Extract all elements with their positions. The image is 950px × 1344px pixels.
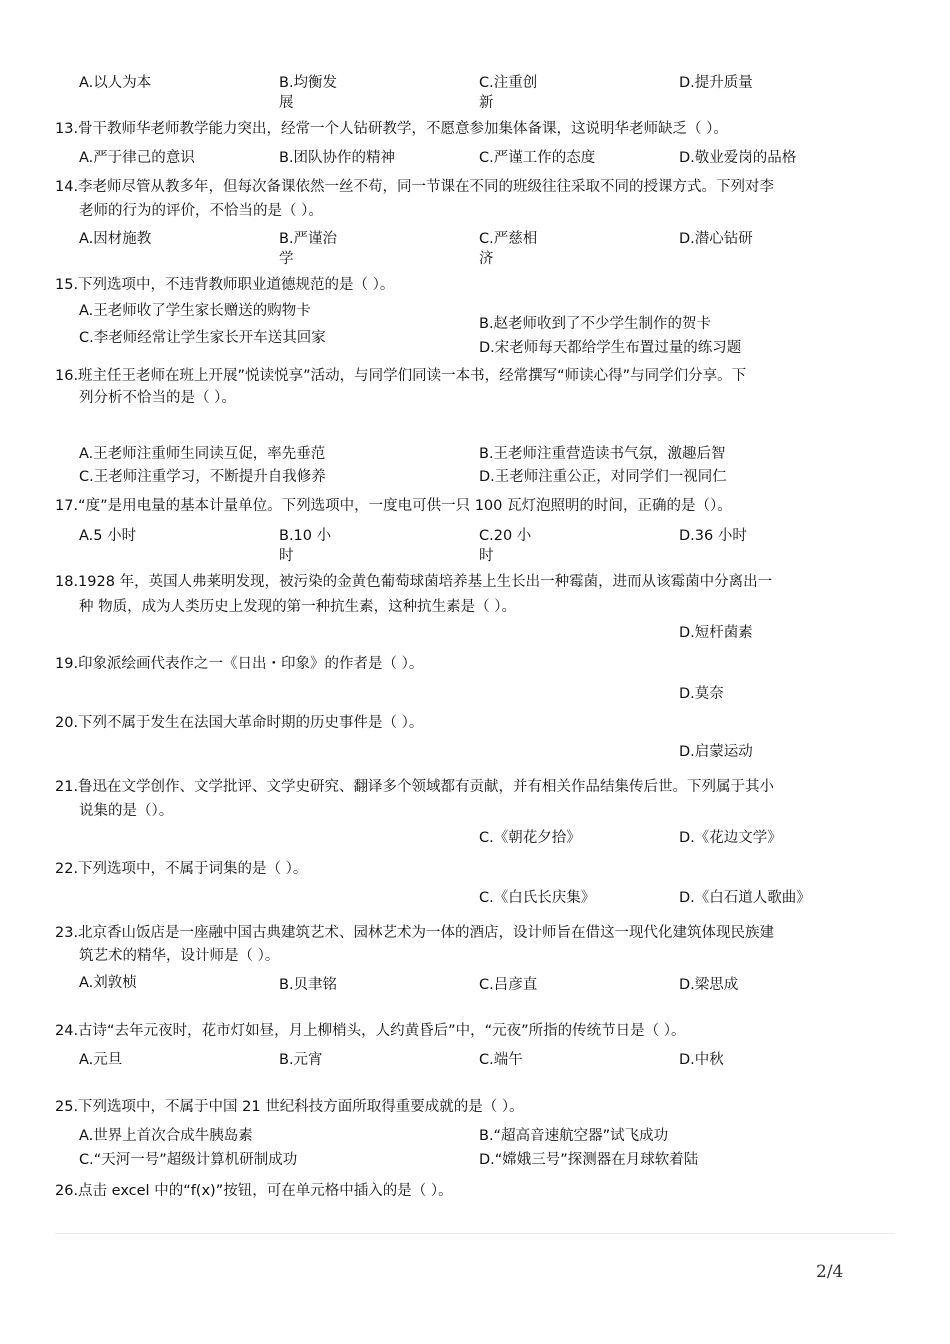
q25-stem: 25.下列选项中，不属于中国 21 世纪科技方面所取得重要成就的是（ ）。 xyxy=(55,1099,524,1115)
q20-option-d: D.启蒙运动 xyxy=(679,744,753,760)
footer-divider xyxy=(55,1233,895,1234)
q16-stem-line1: 16.班主任王老师在班上开展”悦读悦享”活动，与同学们同读一本书，经常撰写“师读心得”与同学们分享。下 xyxy=(55,368,747,384)
q19-stem: 19.印象派绘画代表作之一《日出・印象》的作者是（ ）。 xyxy=(55,656,424,672)
q20-stem: 20.下列不属于发生在法国大革命时期的历史事件是（ ）。 xyxy=(55,715,424,731)
q21-option-d: D.《花边文学》 xyxy=(679,830,782,846)
q12-option-b: B.均衡发展 xyxy=(279,75,338,111)
q17-option-d: D.36 小时 xyxy=(679,528,747,544)
q21-stem-line2: 说集的是（）。 xyxy=(79,803,174,819)
q17-stem: 17.“度”是用电量的基本计量单位。下列选项中，一度电可供一只 100 瓦灯泡照明的时间，正确的是（）。 xyxy=(55,498,732,514)
q15-stem: 15.下列选项中，不违背教师职业道德规范的是（ ）。 xyxy=(55,277,395,293)
q14-stem-line1: 14.李老师尽管从教多年，但每次备课依然一丝不苟，同一节课在不同的班级往往采取不同的授课方式。下列对李 xyxy=(55,179,775,195)
q13-stem: 13.骨干教师华老师教学能力突出，经常一个人钻研教学，不愿意参加集体备课，这说明华老师缺乏（ ）。 xyxy=(55,121,728,137)
q26-stem: 26.点击 excel 中的“f(x)”按钮，可在单元格中插入的是（ ）。 xyxy=(55,1183,453,1199)
q14-option-d: D.潜心钻研 xyxy=(679,231,753,247)
q23-option-b: B.贝聿铭 xyxy=(279,977,338,993)
page-number: 2/4 xyxy=(816,1262,844,1282)
q16-option-b: B.王老师注重营造读书气氛，激趣后智 xyxy=(479,446,726,462)
q16-option-a: A.王老师注重师生同读互促，率先垂范 xyxy=(79,446,326,462)
q14-option-a: A.因材施教 xyxy=(79,231,152,247)
q23-option-d: D.梁思成 xyxy=(679,977,739,993)
q15-option-a: A.王老师收了学生家长赠送的购物卡 xyxy=(79,303,311,319)
q23-option-c: C.吕彦直 xyxy=(479,977,538,993)
q25-option-c: C.“天河一号”超级计算机研制成功 xyxy=(79,1152,298,1168)
q14-option-b: B.严谨治学 xyxy=(279,231,338,267)
q21-stem-line1: 21.鲁迅在文学创作、文学批评、文学史研究、翻译多个领域都有贡献，并有相关作品结集传后世。下列属于其小 xyxy=(55,779,775,795)
q21-option-c: C.《朝花夕拾》 xyxy=(479,830,581,846)
q13-option-c: C.严谨工作的态度 xyxy=(479,150,596,166)
q18-option-d: D.短杆菌素 xyxy=(679,625,753,641)
q13-option-b: B.团队协作的精神 xyxy=(279,150,396,166)
q19-option-d: D.莫奈 xyxy=(679,686,724,702)
q12-option-c: C.注重创新 xyxy=(479,75,538,111)
q17-option-c: C.20 小时 xyxy=(479,528,532,564)
q22-option-d: D.《白石道人歌曲》 xyxy=(679,890,811,906)
q16-option-d: D.王老师注重公正，对同学们一视同仁 xyxy=(479,469,727,485)
q18-stem-line2: 种 物质，成为人类历史上发现的第一种抗生素，这种抗生素是（ ）。 xyxy=(79,599,516,615)
q16-option-c: C.王老师注重学习，不断提升自我修养 xyxy=(79,469,326,485)
q24-option-d: D.中秋 xyxy=(679,1052,724,1068)
q23-stem-line2: 筑艺术的精华，设计师是（ ）。 xyxy=(79,948,280,964)
q24-option-c: C.端午 xyxy=(479,1052,523,1068)
q23-option-a: A.刘敦桢 xyxy=(79,975,137,991)
q16-stem-line2: 列分析不恰当的是（ ）。 xyxy=(79,390,236,406)
q24-stem: 24.古诗“去年元夜时，花市灯如昼，月上柳梢头，人约黄昏后”中，“元夜”所指的传统节日是（ ）。 xyxy=(55,1023,686,1039)
q22-option-c: C.《白氏长庆集》 xyxy=(479,890,596,906)
q17-option-a: A.5 小时 xyxy=(79,528,137,544)
q15-option-d: D.宋老师每天都给学生布置过量的练习题 xyxy=(479,340,742,356)
q24-option-a: A.元旦 xyxy=(79,1052,123,1068)
q15-option-c: C.李老师经常让学生家长开车送其回家 xyxy=(79,330,326,346)
q25-option-b: B.“超高音速航空器”试飞成功 xyxy=(479,1128,669,1144)
q12-option-a: A.以人为本 xyxy=(79,75,152,91)
q13-option-a: A.严于律己的意识 xyxy=(79,150,195,166)
q12-option-d: D.提升质量 xyxy=(679,75,753,91)
q23-stem-line1: 23.北京香山饭店是一座融中国古典建筑艺术、园林艺术为一体的酒店，设计师旨在借这一现代化建筑体现民族建 xyxy=(55,925,775,941)
q14-option-c: C.严慈相济 xyxy=(479,231,538,267)
q17-option-b: B.10 小时 xyxy=(279,528,332,564)
q14-stem-line2: 老师的行为的评价，不恰当的是（ ）。 xyxy=(79,203,323,219)
q18-stem-line1: 18.1928 年，英国人弗莱明发现，被污染的金黄色葡萄球菌培养基上生长出一种霉菌，进而从该霉菌中分离出一 xyxy=(55,574,773,590)
q24-option-b: B.元宵 xyxy=(279,1052,323,1068)
q22-stem: 22.下列选项中，不属于词集的是（ ）。 xyxy=(55,861,308,877)
q15-option-b: B.赵老师收到了不少学生制作的贺卡 xyxy=(479,316,712,332)
q13-option-d: D.敬业爱岗的品格 xyxy=(679,150,797,166)
q25-option-a: A.世界上首次合成牛胰岛素 xyxy=(79,1128,253,1144)
q25-option-d: D.“嫦娥三号”探测器在月球软着陆 xyxy=(479,1152,699,1168)
